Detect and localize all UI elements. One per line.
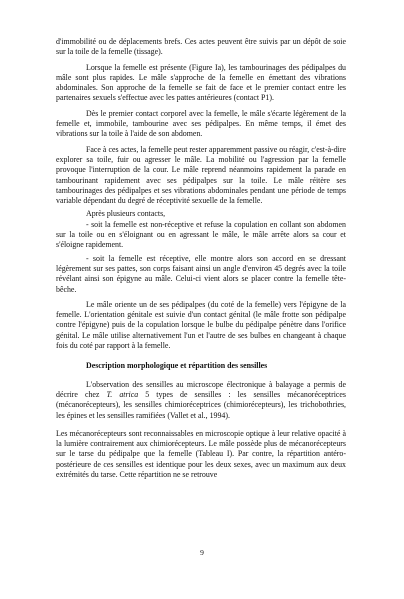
- paragraph-receptive: - soit la femelle est réceptive, elle montre alors son accord en se dressant légèrement sur ses pattes, son corps faisant ainsi un angle d'environ 45 degrés avec la toile révélant ainsi son épigyne au mâle. Celui-ci vient alors se placer contre la femelle tête-bêche.: [56, 253, 346, 294]
- paragraph-non-receptive: - soit la femelle est non-réceptive et refuse la copulation en collant son abdomen sur la toile ou en s'éloignant ou en agressant le mâle, le mâle arrête alors sa cour et s'éloigne rapidement.: [56, 219, 346, 250]
- paragraph-female-present: Lorsque la femelle est présente (Figure Ia), les tambourinages des pédipalpes du mâle sont plus rapides. Le mâle s'approche de la femelle en émettant des vibrations abdominales. Son approche de la femelle se fait de face et le premier contact entre les partenaires sexuels s'effectue avec les pattes antérieures (contact P1).: [56, 62, 346, 103]
- sensilla-text-end: 5 types de sensilles : les sensilles mécanoréceptrices (mécanorécepteurs), les sensilles chimioréceptrices (chimiorécepteurs), les trichobothries, les épines et les sensilles ramifiées (Vallet et al., 1994).: [56, 389, 346, 420]
- paragraph-after-contacts: Après plusieurs contacts,: [86, 209, 166, 219]
- sensilla-text-start: L'observation des sensilles au microscope électronique à balayage a permis de décrire chez: [56, 379, 346, 399]
- section-heading: Description morphologique et répartition des sensilles: [86, 361, 268, 371]
- paragraph-female-reaction: Face à ces actes, la femelle peut rester apparemment passive ou réagir, c'est-à-dire explorer sa toile, fuir ou agresser le mâle. La mobilité ou l'agression par la femelle provoque l'interruption de la cour. Le mâle reprend néanmoins rapidement la parade en tambourinant rapidement avec ses pédipalpes sur la toile. Le mâle réitère ses tambourinages des pédipalpes et ses vibrations abdominales pendant une période de temps variable dépendant du degré de réceptivité sexuelle de la femelle.: [56, 144, 346, 206]
- paragraph-mechanoreceptors: Les mécanorécepteurs sont reconnaissables en microscopie optique à leur relative opacité à la lumière contrairement aux chimiorécepteurs. Le mâle possède plus de mécanorécepteurs sur le tarse du pédipalpe que la femelle (Tableau I). Par contre, la répartition antéro-postérieure de ces sensilles est identique pour les deux sexes, avec un maximum aux deux extrémités du tarse. Cette répartition ne se retrouve: [56, 428, 346, 479]
- page-number: 9: [200, 548, 204, 557]
- paragraph-first-contact: Dès le premier contact corporel avec la femelle, le mâle s'écarte légèrement de la femelle et, immobile, tambourine avec ses pédipalpes. En même temps, il émet des vibrations sur la toile à l'aide de son abdomen.: [56, 108, 346, 139]
- paragraph-immobility: d'immobilité ou de déplacements brefs. Ces actes peuvent être suivis par un dépôt de soie sur la toile de la femelle (tissage).: [56, 37, 346, 57]
- paragraph-sensilla-types: [56, 380, 346, 421]
- paragraph-copulation: Le mâle oriente un de ses pédipalpes (du coté de la femelle) vers l'épigyne de la femelle. L'orientation génitale est suivie d'un contact génital (le mâle frotte son pédipalpe contre l'épigyne) puis de la copulation lorsque le bulbe du pédipalpe pénètre dans l'orifice génital. Le mâle utilise alternativement l'un et l'autre de ses bulbes en changeant à chaque fois du coté par rapport à la femelle.: [56, 299, 346, 351]
- species-name: T. atrica: [106, 389, 139, 399]
